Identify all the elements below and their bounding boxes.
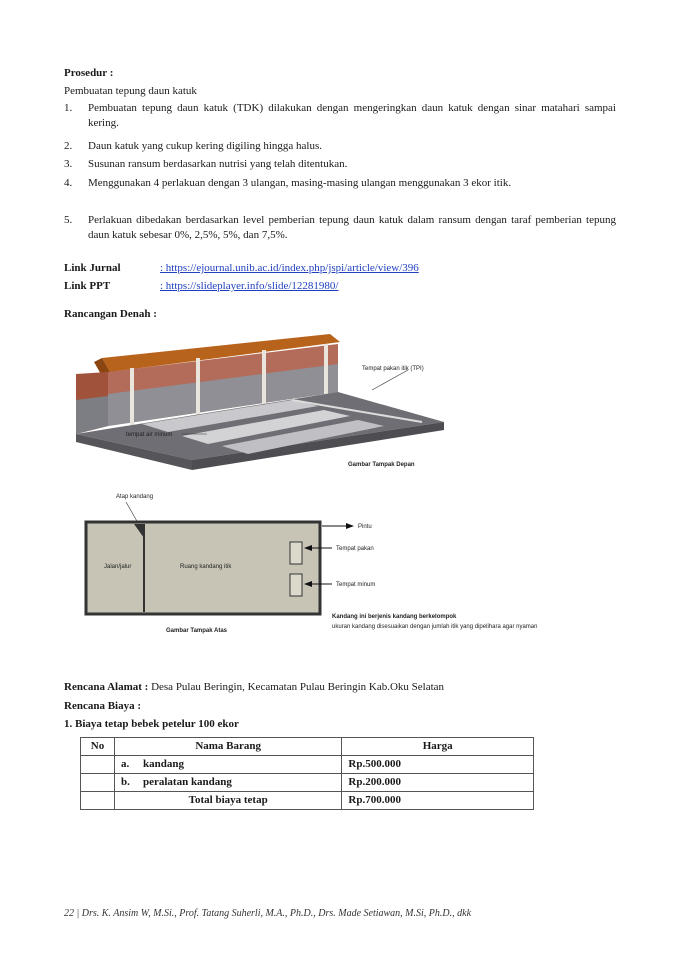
header-nama-barang: Nama Barang (114, 738, 341, 756)
list-number: 4. (64, 177, 73, 189)
header-harga: Harga (342, 738, 534, 756)
plan-tempat-pakan (290, 542, 302, 564)
header-no: No (81, 738, 115, 756)
caption-top-view: Gambar Tampak Atas (166, 628, 228, 634)
list-number: 5. (64, 214, 73, 226)
biaya-table (80, 737, 534, 810)
list-number: 2. (64, 140, 73, 152)
cell-no (81, 756, 115, 774)
label-pintu: Pintu (358, 524, 372, 530)
link-jurnal-label: Link Jurnal (64, 262, 121, 274)
table-total-row (81, 792, 534, 810)
list-number: 1. (64, 102, 73, 114)
prosedur-title: Prosedur : (64, 67, 114, 79)
link-jurnal[interactable]: : https://ejournal.unib.ac.id/index.php/jspi/article/view/396 (160, 262, 419, 274)
barn-top-view-image (76, 486, 538, 644)
link-ppt[interactable]: : https://slideplayer.info/slide/12281980/ (160, 280, 339, 292)
cell-no (81, 774, 115, 792)
list-text: Menggunakan 4 perlakuan dengan 3 ulangan, masing-masing ulangan menggunakan 3 ekor itik. (88, 177, 512, 189)
barn-front-view-image (72, 330, 452, 480)
alamat-label: Rencana Alamat : (64, 681, 149, 693)
denah-title: Rancangan Denah : (64, 308, 157, 320)
label-atap-kandang: Atap kandang (116, 494, 154, 500)
plan-note-bold: Kandang ini berjenis kandang berkelompok (332, 614, 457, 620)
cell-harga: Rp.500.000 (342, 756, 534, 774)
total-price: Rp.700.000 (342, 792, 534, 810)
page-footer: 22 | Drs. K. Ansim W, M.Si., Prof. Tatang Suherli, M.A., Ph.D., Drs. Made Setiawan, M.Si, Ph.D., dkk (64, 908, 472, 919)
label-tempat-minum-plan: Tempat minum (336, 582, 376, 588)
cell-letter: a. (120, 758, 130, 770)
label-tempat-minum: tempat air minum (126, 432, 173, 438)
biaya-title: Rencana Biaya : (64, 700, 141, 712)
caption-front-view: Gambar Tampak Depan (348, 462, 415, 468)
plan-tempat-minum (290, 574, 302, 596)
label-jalur: Jalan/jalur (104, 564, 132, 570)
alamat-value: Desa Pulau Beringin, Kecamatan Pulau Beringin Kab.Oku Selatan (148, 681, 445, 693)
table-row (81, 774, 534, 792)
cell-letter: b. (120, 776, 130, 788)
list-number: 3. (64, 158, 73, 170)
prosedur-intro: Pembuatan tepung daun katuk (64, 85, 197, 97)
list-text: Perlakuan dibedakan berdasarkan level pemberian tepung daun katuk dalam ransum dengan taraf pemberian tepung daun katuk sebesar 0%, 2,5%, 5%, dan 7,5%. (88, 214, 616, 241)
table-row (81, 756, 534, 774)
cell-name: peralatan kandang (142, 776, 232, 788)
label-tempat-pakan-plan: Tempat pakan (336, 546, 374, 552)
list-text: Daun katuk yang cukup kering digiling hingga halus. (88, 140, 323, 152)
cell-harga: Rp.200.000 (342, 774, 534, 792)
alamat-line (64, 680, 444, 695)
label-tempat-pakan: Tempat pakan itik (TPI) (362, 366, 424, 372)
plan-note: ukuran kandang disesuaikan dengan jumlah itik yang dipelihara agar nyaman (332, 624, 538, 630)
list-text: Pembuatan tepung daun katuk (TDK) dilakukan dengan mengeringkan daun katuk dengan sinar matahari sampai kering. (88, 102, 616, 129)
cell-nama (114, 774, 341, 792)
total-label: Total biaya tetap (114, 792, 341, 810)
link-ppt-label: Link PPT (64, 280, 111, 292)
cell-nama (114, 756, 341, 774)
biaya-subtitle: 1. Biaya tetap bebek petelur 100 ekor (64, 718, 239, 730)
label-ruang-kandang: Ruang kandang itik (180, 564, 232, 570)
table-header-row (81, 738, 534, 756)
list-text: Susunan ransum berdasarkan nutrisi yang telah ditentukan. (88, 158, 348, 170)
cell-name: kandang (142, 758, 184, 770)
